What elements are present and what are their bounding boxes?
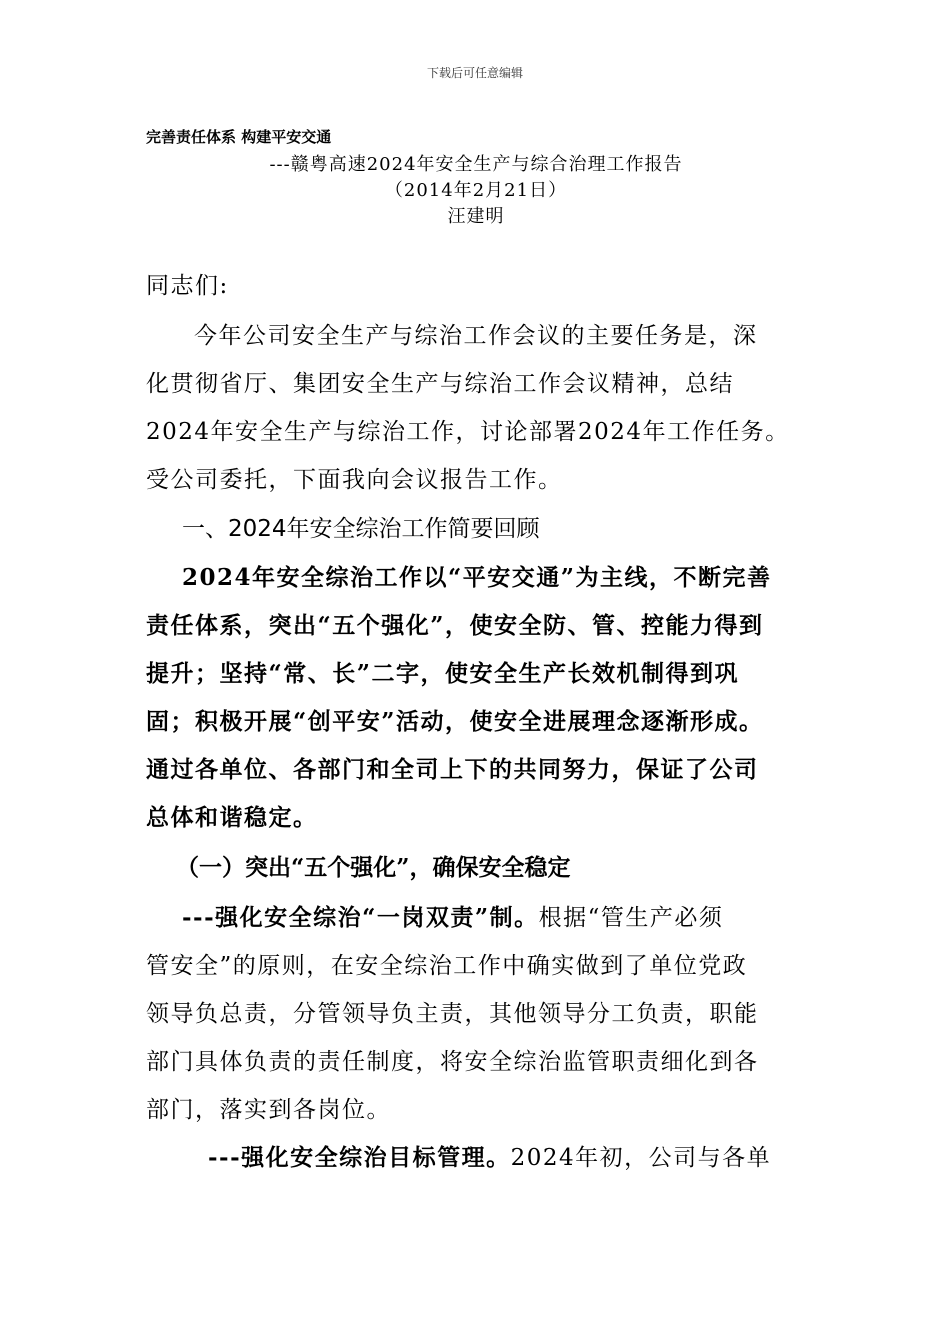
greeting: 同志们:	[146, 273, 229, 299]
item-1-line: 领导负总责，分管领导负主责，其他领导分工负责，职能	[146, 1001, 759, 1027]
intro-line: 2024年安全生产与综治工作，讨论部署2024年工作任务。	[146, 419, 790, 445]
item-1-line: 部门具体负责的责任制度，将安全综治监管职责细化到各	[146, 1049, 759, 1075]
item-2-first-line	[146, 1134, 810, 1182]
item-2-lead: ---强化安全综治目标管理。	[208, 1144, 511, 1171]
title-block	[146, 126, 806, 230]
intro-line: 今年公司安全生产与综治工作会议的主要任务是，深	[194, 323, 758, 349]
report-date: （2014年2月21日）	[384, 180, 568, 201]
main-title: 完善责任体系 构建平安交通	[146, 128, 332, 146]
intro-line: 受公司委托，下面我向会议报告工作。	[146, 467, 563, 493]
item-2-first-rest: 2024年初，公司与各单	[510, 1145, 772, 1171]
intro-line: 化贯彻省厅、集团安全生产与综治工作会议精神，总结	[146, 371, 734, 397]
report-subtitle: ---赣粤高速2024年安全生产与综合治理工作报告	[269, 154, 683, 175]
item-1-line: 部门，落实到各岗位。	[146, 1097, 391, 1123]
report-body	[146, 262, 810, 1182]
item-1-line: 管安全”的原则，在安全综治工作中确实做到了单位党政	[146, 953, 748, 979]
summary-line: 2024年安全综治工作以“平安交通”为主线，不断完善	[182, 564, 772, 591]
header-note: 下载后可任意编辑	[426, 66, 523, 80]
summary-line: 固；积极开展“创平安”活动，使安全进展理念逐渐形成。	[146, 708, 764, 735]
summary-line: 通过各单位、各部门和全司上下的共同努力，保证了公司	[146, 756, 759, 783]
section-heading-1: 一、2024年安全综治工作简要回顾	[182, 516, 540, 542]
summary-line: 总体和谐稳定。	[146, 804, 318, 831]
item-1-first-line	[146, 894, 810, 942]
item-1-first-rest: 根据“管生产必须	[538, 905, 724, 931]
subsection-heading-1: （一）突出“五个强化”，确保安全稳定	[176, 854, 571, 881]
summary-line: 提升；坚持“常、长”二字，使安全生产长效机制得到巩	[146, 660, 739, 687]
summary-line: 责任体系，突出“五个强化”，使安全防、管、控能力得到	[146, 612, 764, 639]
report-author: 汪建明	[447, 206, 505, 227]
item-1-lead: ---强化安全综治“一岗双责”制。	[182, 904, 539, 931]
